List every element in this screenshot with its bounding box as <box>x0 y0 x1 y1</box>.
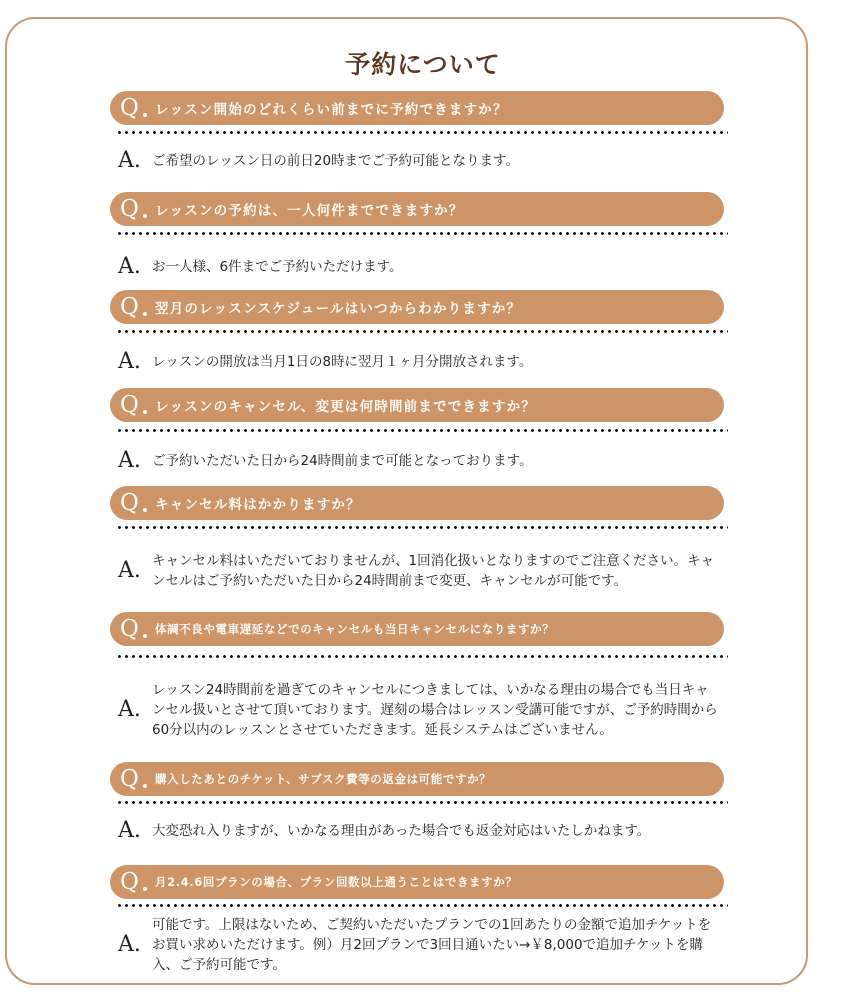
a-icon: A. <box>118 558 141 583</box>
question-text: レッスンのキャンセル、変更は何時間前までできますか？ <box>155 399 536 415</box>
a-icon: A. <box>118 448 141 473</box>
answer-block <box>118 913 722 977</box>
q-dot <box>143 312 147 316</box>
question-text: 体調不良や電車遅延などでのキャンセルも当日キャンセルになりますか？ <box>155 622 555 636</box>
dotted-divider <box>116 232 728 235</box>
page-title: 予約について <box>345 50 501 79</box>
q-dot <box>143 634 147 638</box>
a-icon: A. <box>118 697 141 722</box>
q-icon: Q <box>120 293 139 320</box>
question-text: 購入したあとのチケット、サブスク費等の返金は可能ですか？ <box>155 772 492 786</box>
a-icon: A. <box>118 349 141 374</box>
a-icon: A. <box>118 932 141 957</box>
q-dot <box>143 113 147 117</box>
q-icon: Q <box>120 391 139 418</box>
answer-text: お一人様、6件までご予約いただけます。 <box>152 259 403 275</box>
a-icon: A. <box>118 818 141 843</box>
a-icon: A. <box>118 254 141 279</box>
q-dot <box>143 410 147 414</box>
question-text: キャンセル料はかかりますか？ <box>155 497 361 513</box>
question-banner <box>110 762 724 796</box>
answer-block <box>118 449 722 473</box>
dotted-divider <box>116 801 728 804</box>
answer-block <box>118 664 722 756</box>
q-dot <box>143 784 147 788</box>
question-text: 翌月のレッスンスケジュールはいつからわかりますか？ <box>155 301 522 317</box>
answer-block <box>118 809 722 853</box>
question-banner <box>110 865 724 899</box>
a-icon: A. <box>118 148 141 173</box>
question-banner <box>110 290 724 324</box>
q-icon: Q <box>120 765 139 792</box>
answer-block <box>118 350 722 374</box>
answer-text: ご希望のレッスン日の前日20時までご予約可能となります。 <box>152 153 519 169</box>
answer-text: レッスンの開放は当月1日の8時に翌月１ヶ月分開放されます。 <box>152 354 533 370</box>
answer-block <box>118 255 722 279</box>
dotted-divider <box>116 429 728 432</box>
question-banner <box>110 192 724 226</box>
dotted-divider <box>116 526 728 529</box>
question-text: レッスン開始のどれくらい前までに予約できますか？ <box>155 102 508 118</box>
question-banner <box>110 612 724 646</box>
answer-text: キャンセル料はいただいておりませんが、1回消化扱いとなりますのでご注意ください。キャンセルはご予約いただいた日から24時間前まで変更、キャンセルが可能です。 <box>152 553 715 589</box>
q-icon: Q <box>120 615 139 642</box>
dotted-divider <box>116 655 728 658</box>
answer-text: 大変恐れ入りますが、いかなる理由があった場合でも返金対応はいたしかねます。 <box>152 823 651 839</box>
question-banner <box>110 388 724 422</box>
answer-text: 可能です。上限はないため、ご契約いただいたプランでの1回あたりの金額で追加チケットをお買い求めいただけます。例）月2回プランで3回目通いたい→￥8,000で追加チケットを購入、ご予約可能です。 <box>152 917 712 973</box>
q-dot <box>143 508 147 512</box>
dotted-divider <box>116 131 728 134</box>
q-icon: Q <box>120 195 139 222</box>
q-icon: Q <box>120 94 139 121</box>
dotted-divider <box>116 904 728 907</box>
question-text: レッスンの予約は、一人何件までできますか？ <box>155 203 464 219</box>
q-icon: Q <box>120 868 139 895</box>
answer-block <box>118 149 722 173</box>
q-dot <box>143 214 147 218</box>
answer-text: ご予約いただいた日から24時間前まで可能となっております。 <box>152 453 533 469</box>
question-banner <box>110 91 724 125</box>
dotted-divider <box>116 330 728 333</box>
q-icon: Q <box>120 489 139 516</box>
question-banner <box>110 486 724 520</box>
question-text: 月2.4.6回プランの場合、プラン回数以上通うことはできますか？ <box>155 875 518 889</box>
q-dot <box>143 887 147 891</box>
answer-block <box>118 539 722 603</box>
answer-text: レッスン24時間前を過ぎてのキャンセルにつきましては、いかなる理由の場合でも当日キャンセル扱いとさせて頂いております。遅刻の場合はレッスン受講可能ですが、ご予約時間から60分以内のレッスンとさせていただきます。延長システムはございません。 <box>152 682 718 738</box>
